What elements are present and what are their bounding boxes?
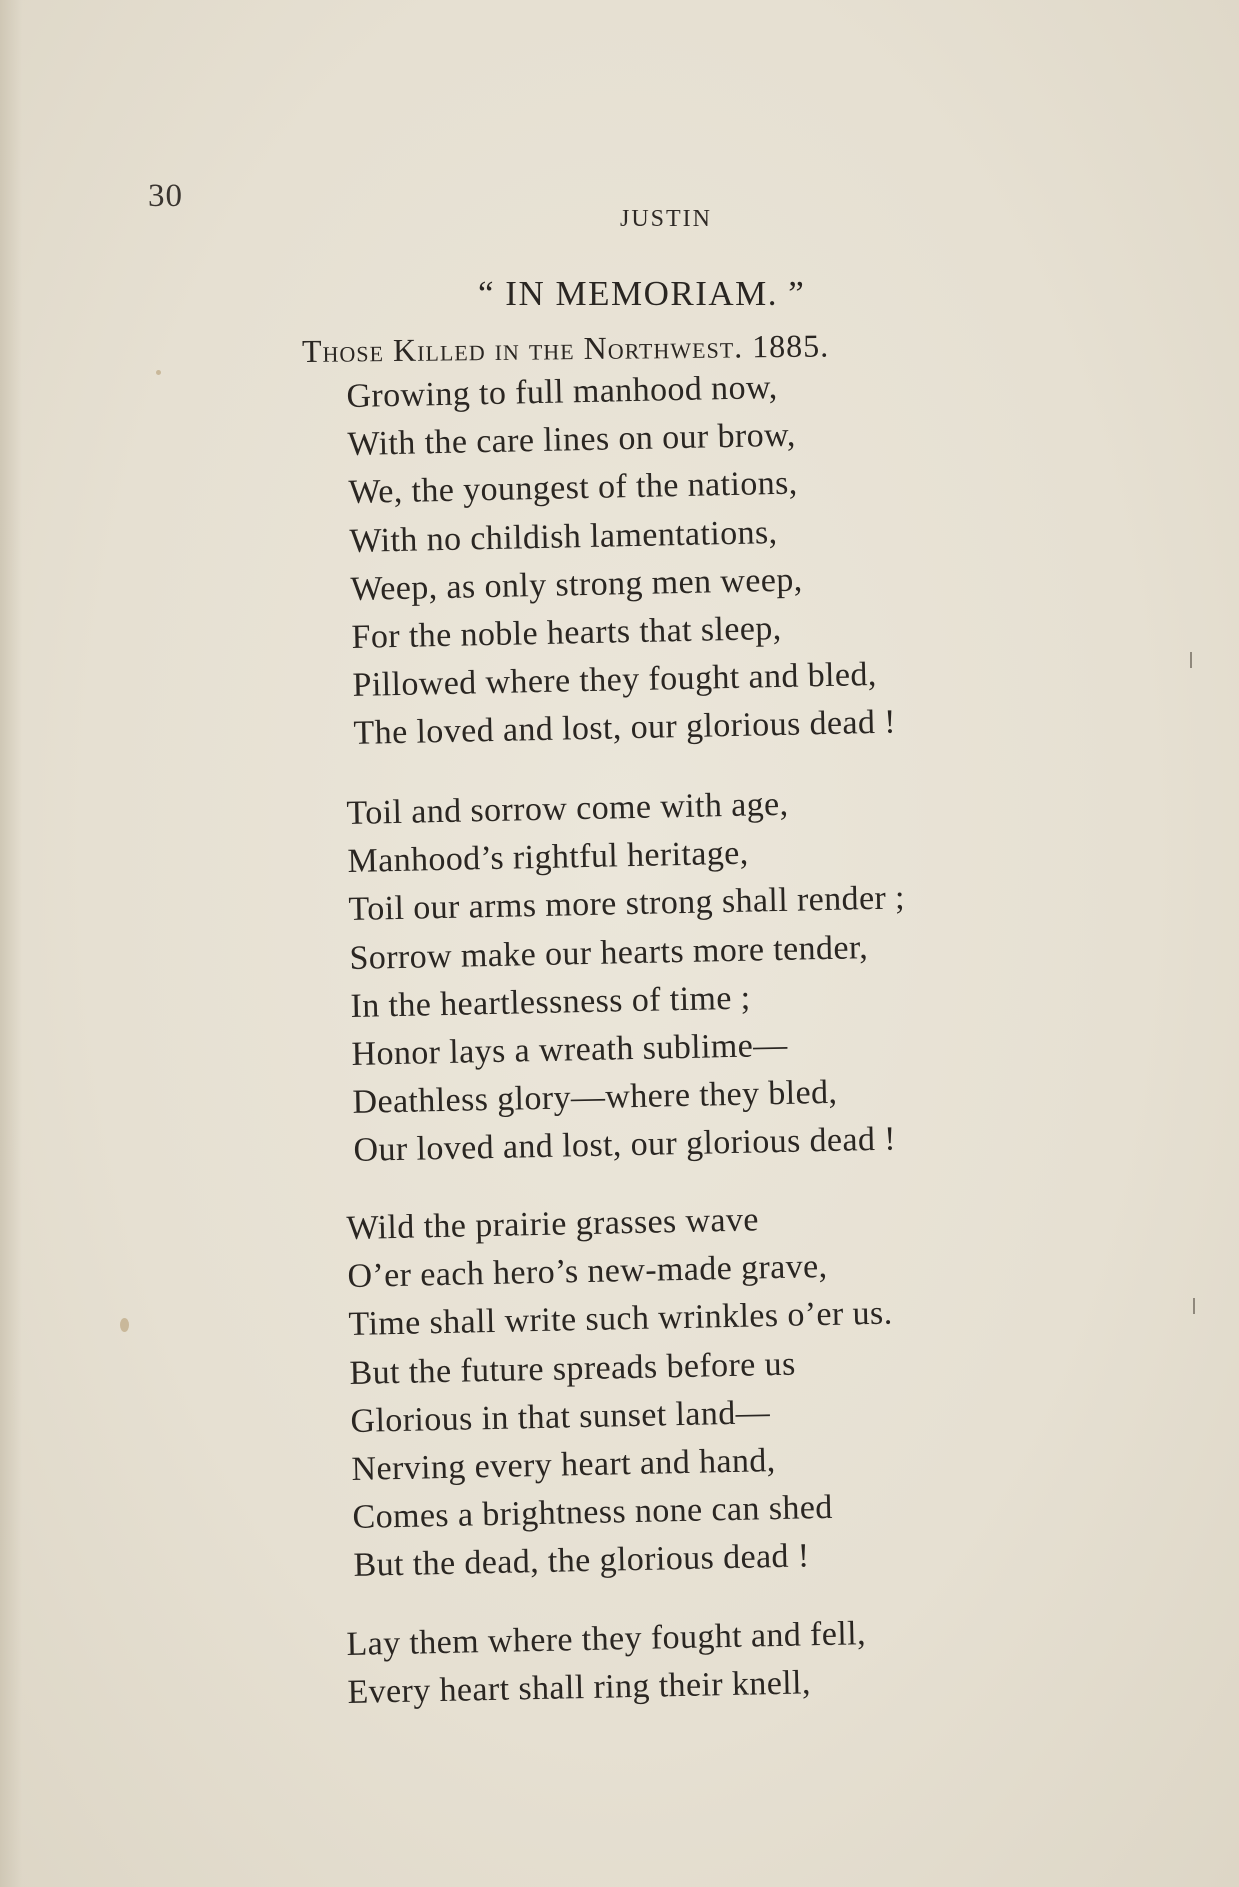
poem-line: With the care lines on our brow, (347, 416, 797, 464)
poem-line: In the heartlessness of time ; (350, 979, 751, 1025)
poem-line: Manhood’s rightful heritage, (347, 834, 749, 881)
poem-line: Sorrow make our hearts more tender, (349, 928, 869, 977)
stanza-2 (346, 778, 911, 1175)
poem-line: With no childish lamentations, (349, 513, 778, 560)
page-edge-mark (1190, 652, 1192, 668)
poem-line: Comes a brightness none can shed (352, 1489, 834, 1537)
poem-line: Toil and sorrow come with age, (346, 785, 789, 832)
poem-line: Time shall write such wrinkles o’er us. (348, 1294, 893, 1344)
poem-line: The loved and lost, our glorious dead ! (353, 703, 897, 753)
poem-line: For the noble hearts that sleep, (351, 609, 782, 656)
poem-line: But the future spreads before us (349, 1345, 796, 1392)
poem-line: But the dead, the glorious dead ! (353, 1537, 810, 1585)
poem-line: Every heart shall ring their knell, (347, 1664, 812, 1712)
poem-line: Weep, as only strong men weep, (350, 561, 803, 608)
poem-line: Our loved and lost, our glorious dead ! (353, 1120, 897, 1170)
poem-line: O’er each hero’s new-made grave, (347, 1248, 828, 1296)
poem-line: Deathless glory—where they bled, (352, 1073, 838, 1122)
poem-line: Honor lays a wreath sublime— (351, 1026, 788, 1073)
stanza-4 (346, 1610, 867, 1717)
poem-line: Wild the prairie grasses wave (346, 1201, 760, 1247)
stanza-3 (346, 1194, 898, 1591)
poem-line: We, the youngest of the nations, (348, 464, 798, 512)
stanza-1 (346, 362, 896, 759)
paper-stain (120, 1318, 129, 1332)
poem-subtitle: Those Killed in the Northwest. 1885. (301, 327, 830, 369)
poem-title: “ IN MEMORIAM. ” (478, 274, 806, 313)
poem-line: Nerving every heart and hand, (351, 1442, 776, 1488)
poem-line: Lay them where they fought and fell, (346, 1615, 867, 1663)
poem-line: Glorious in that sunset land— (350, 1393, 771, 1440)
running-head: JUSTIN (620, 206, 713, 232)
poem-line: Growing to full manhood now, (346, 368, 778, 415)
page-edge-mark (1193, 1298, 1195, 1314)
page-number: 30 (148, 178, 183, 214)
gutter-shadow (0, 0, 22, 1887)
poem-line: Toil our arms more strong shall render ; (348, 879, 906, 929)
paper-stain (156, 370, 161, 375)
poem-line: Pillowed where they fought and bled, (352, 656, 878, 705)
